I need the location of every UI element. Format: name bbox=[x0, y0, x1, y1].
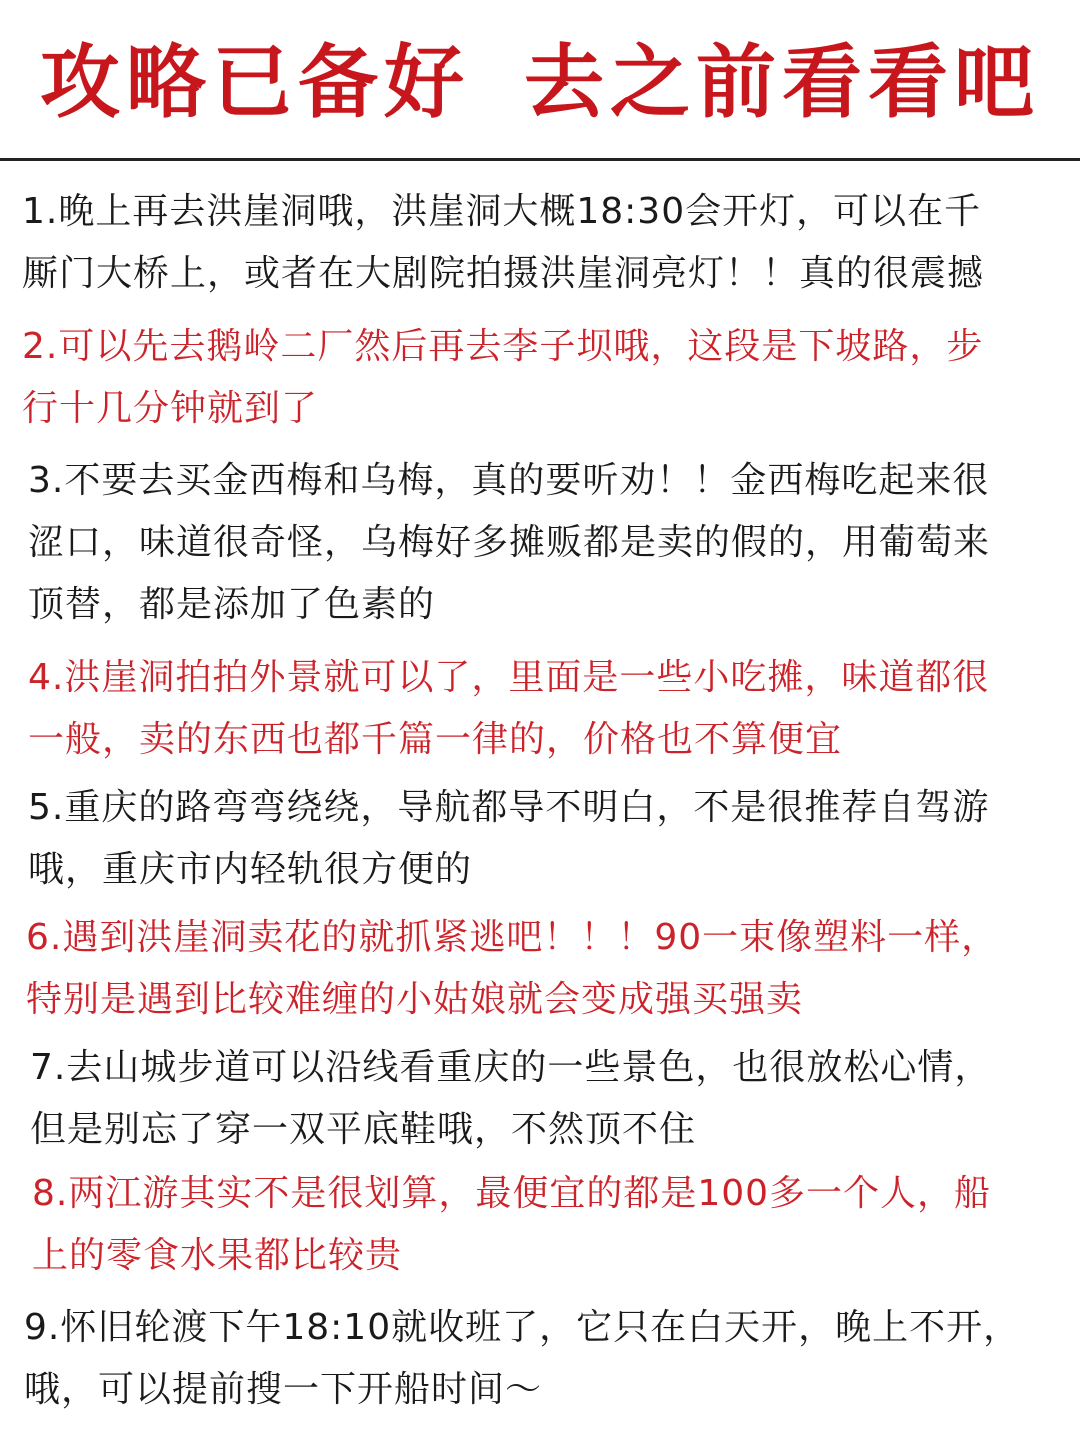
tip-3 bbox=[28, 450, 1068, 636]
tip-line: 7.去山城步道可以沿线看重庆的一些景色，也很放松心情， bbox=[30, 1047, 992, 1088]
tip-line: 1.晚上再去洪崖洞哦，洪崖洞大概18:30会开灯，可以在千 bbox=[22, 191, 982, 232]
tip-4 bbox=[28, 647, 1068, 771]
tip-line: 5.重庆的路弯弯绕绕，导航都导不明白，不是很推荐自驾游 bbox=[28, 787, 990, 828]
tip-line: 特别是遇到比较难缠的小姑娘就会变成强买强卖 bbox=[26, 979, 804, 1020]
tip-line: 9.怀旧轮渡下午18:10就收班了，它只在白天开，晚上不开， bbox=[24, 1307, 1021, 1348]
tip-9 bbox=[24, 1297, 1064, 1421]
tip-5 bbox=[28, 777, 1068, 901]
tip-line: 涩口，味道很奇怪，乌梅好多摊贩都是卖的假的，用葡萄来 bbox=[28, 522, 991, 563]
title-part-1: 攻略已备好 bbox=[40, 36, 470, 129]
tip-2 bbox=[22, 316, 1062, 440]
tip-line: 顶替，都是添加了色素的 bbox=[28, 584, 436, 625]
header-divider bbox=[0, 158, 1080, 161]
title-part-2: 去之前看看吧 bbox=[524, 36, 1040, 129]
tip-line: 一般，卖的东西也都千篇一律的，价格也不算便宜 bbox=[28, 719, 843, 760]
tip-1 bbox=[22, 181, 1062, 305]
tip-line: 2.可以先去鹅岭二厂然后再去李子坝哦，这段是下坡路，步 bbox=[22, 326, 984, 367]
tip-8 bbox=[32, 1163, 1072, 1287]
tip-7 bbox=[30, 1037, 1070, 1161]
tip-line: 哦，可以提前搜一下开船时间～ bbox=[24, 1369, 543, 1410]
tip-6 bbox=[26, 907, 1066, 1031]
tip-line: 但是别忘了穿一双平底鞋哦，不然顶不住 bbox=[30, 1109, 697, 1150]
header bbox=[0, 0, 1080, 160]
tip-line: 4.洪崖洞拍拍外景就可以了，里面是一些小吃摊，味道都很 bbox=[28, 657, 990, 698]
tip-line: 3.不要去买金西梅和乌梅，真的要听劝！！金西梅吃起来很 bbox=[28, 460, 990, 501]
page-title bbox=[0, 28, 1080, 138]
tip-line: 6.遇到洪崖洞卖花的就抓紧逃吧！！！90一束像塑料一样， bbox=[26, 917, 999, 958]
tip-line: 行十几分钟就到了 bbox=[22, 388, 319, 429]
tip-line: 厮门大桥上，或者在大剧院拍摄洪崖洞亮灯！！真的很震撼 bbox=[22, 253, 985, 294]
tip-line: 上的零食水果都比较贵 bbox=[32, 1235, 403, 1276]
tip-line: 8.两江游其实不是很划算，最便宜的都是100多一个人，船 bbox=[32, 1173, 992, 1214]
tip-line: 哦，重庆市内轻轨很方便的 bbox=[28, 849, 473, 890]
